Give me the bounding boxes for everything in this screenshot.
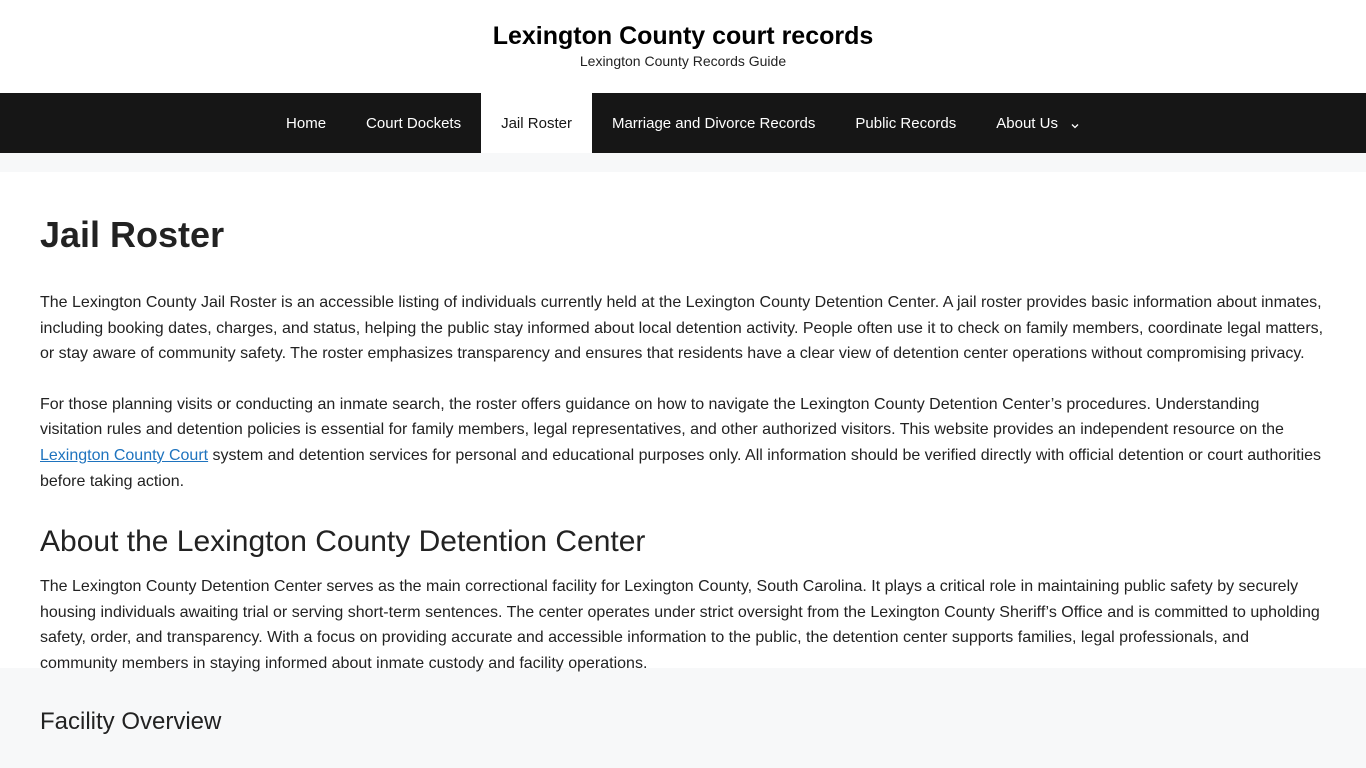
paragraph-text: system and detention services for personal and educational purposes only. All information should be verified directly with official detention or court authorities before taking action. xyxy=(40,446,1322,490)
page-title: Jail Roster xyxy=(40,214,225,255)
chevron-down-icon[interactable] xyxy=(1070,118,1080,128)
visit-guidance-paragraph xyxy=(40,392,1326,494)
nav-item-court-dockets[interactable] xyxy=(346,93,481,153)
nav-item-label: Court Dockets xyxy=(366,114,462,132)
site-tagline: Lexington County Records Guide xyxy=(579,53,787,69)
nav-item-label: Marriage and Divorce Records xyxy=(611,114,816,132)
nav-item-label: Home xyxy=(286,114,327,132)
detention-center-paragraph: The Lexington County Detention Center serves as the main correctional facility for Lexington County, South Carolina. It plays a critical role in maintaining public safety by securely housing individuals awaiting trial or serving short-term sentences. The center operates under strict oversight from the Lexington County Sheriff’s Office and is committed to upholding safety, order, and transparency. With a focus on providing accurate and accessible information to the public, the detention center supports families, legal professionals, and community members in staying informed about inmate custody and facility operations. xyxy=(40,578,1320,672)
section-title: About the Lexington County Detention Center xyxy=(40,525,646,559)
nav-item-label: Public Records xyxy=(855,114,957,132)
nav-item-public-records[interactable] xyxy=(835,93,976,153)
nav-item-home[interactable] xyxy=(266,93,346,153)
nav-item-jail-roster[interactable] xyxy=(481,93,592,153)
site-title[interactable]: Lexington County court records xyxy=(492,22,874,50)
site-header xyxy=(0,0,1366,93)
intro-paragraph: The Lexington County Jail Roster is an accessible listing of individuals currently held at the Lexington County Detention Center. A jail roster provides basic information about inmates, including booking dates, charges, and status, helping the public stay informed about local detention activity. People often use it to check on family members, coordinate legal matters, or stay aware of community safety. The roster emphasizes transparency and ensures that residents have a clear view of detention center operations without compromising privacy. xyxy=(40,294,1324,363)
nav-item-marriage-divorce-records[interactable] xyxy=(592,93,835,153)
main-navigation xyxy=(0,93,1366,153)
nav-item-label: Jail Roster xyxy=(501,114,572,132)
main-content xyxy=(0,172,1366,735)
subsection-title: Facility Overview xyxy=(40,707,222,735)
nav-item-about-us[interactable] xyxy=(976,93,1100,153)
paragraph-text: For those planning visits or conducting an inmate search, the roster offers guidance on how to navigate the Lexington County Detention Center’s procedures. Understanding visitation rules and detention policies is essential for family members, legal representatives, and other authorized visitors. This website provides an independent resource on the xyxy=(40,395,1284,439)
nav-item-label: About Us xyxy=(996,114,1058,132)
lexington-county-court-link[interactable]: Lexington County Court xyxy=(40,446,209,464)
content-separator xyxy=(0,153,1366,172)
